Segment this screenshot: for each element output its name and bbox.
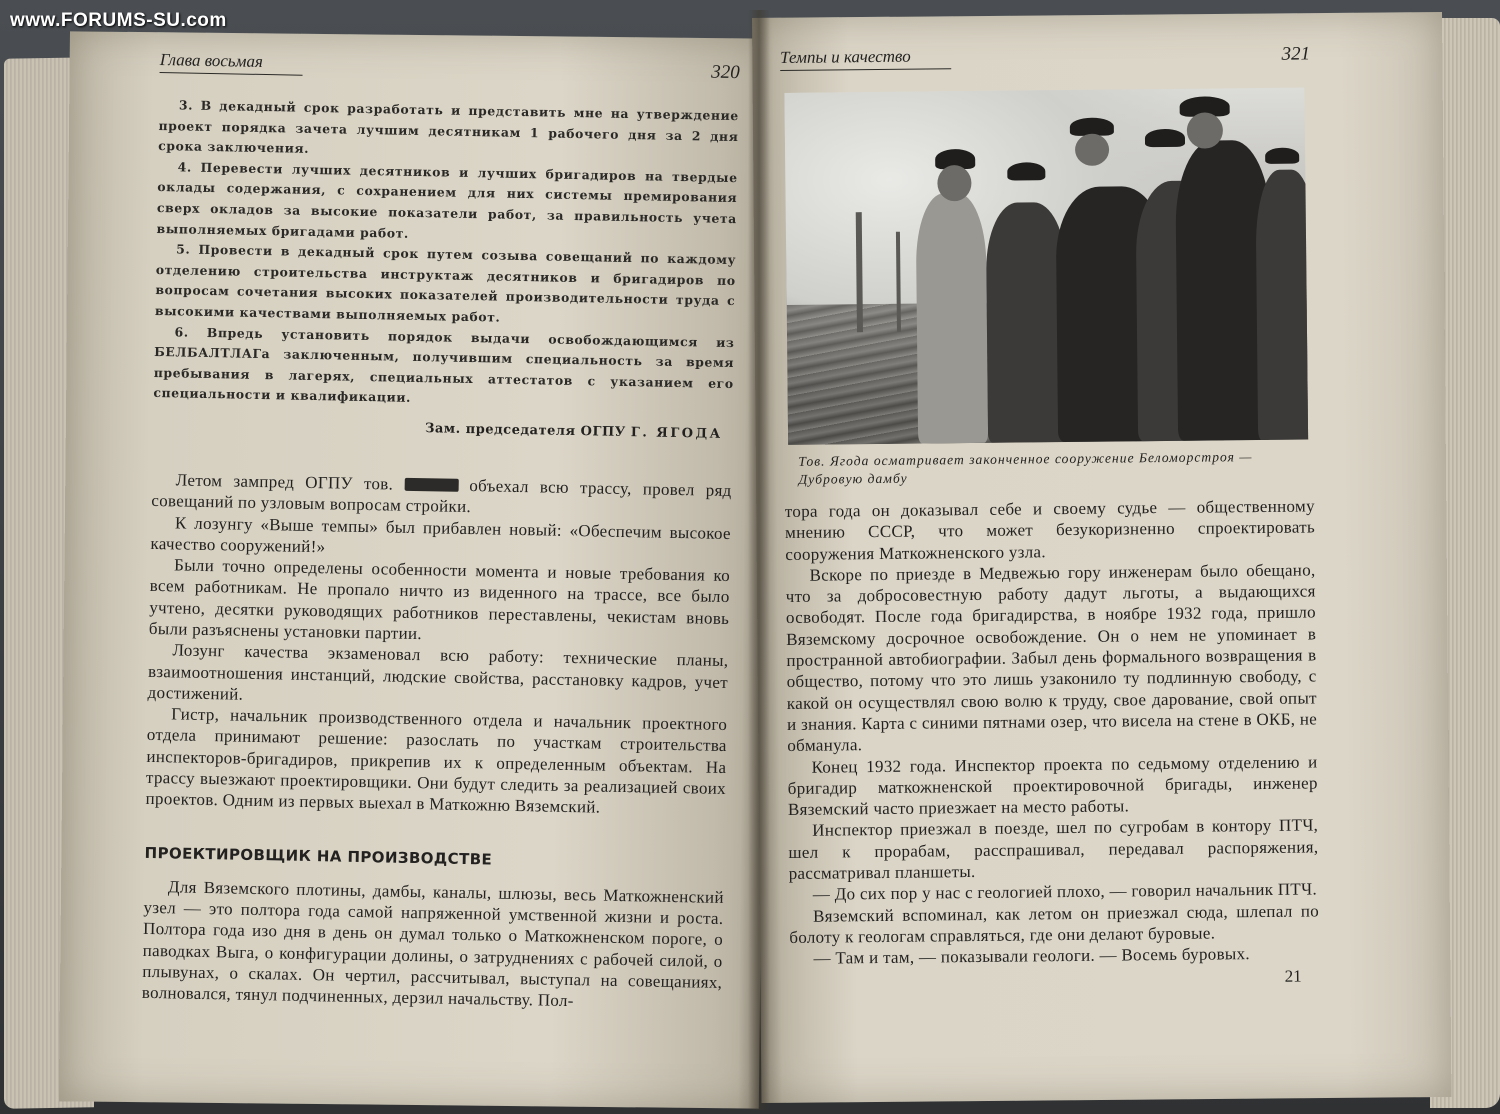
paragraph: тора года он доказывал себе и своему судье — общественному мнению СССР, что может безукоризненно спроектировать сооружения Маткожненского узла. xyxy=(784,496,1316,564)
photo-caption: Тов. Ягода осматривает законченное сооружение Беломорстроя — Дубровую дамбу xyxy=(798,449,1253,487)
paragraph: — До сих пор у нас с геологией плохо, — говорил начальник ПТЧ. xyxy=(812,879,1318,905)
paragraph: Были точно определены особенности момента и новые требования ко всем работникам. Не пропало ничто из виденного на трассе, все было учтено, десятки руководящих работников переставлены, чекистам вновь были разъяснены установки партии. xyxy=(148,555,731,644)
decree-item: 6. Впредь установить порядок выдачи освобождающимся из БЕЛБАЛТЛАГа заключенным, получившим специальность за время пребывания в лагерях, специальных аттестатов с указанием его специальности и квалификации. xyxy=(153,323,735,406)
paragraph: Конец 1932 года. Инспектор проекта по седьмому отделению и бригадир маткожненской проектировочной бригады, инженер Вяземский часто приезжает на место работы. xyxy=(787,751,1318,820)
photo-head xyxy=(1187,112,1223,148)
photo-figure xyxy=(986,202,1069,443)
paragraph-start: Летом зампред ОГПУ тов. xyxy=(175,470,394,494)
photo-head xyxy=(937,165,971,201)
left-page-content xyxy=(142,50,740,1014)
paragraph: Инспектор приезжал в поезде, шел по сугробам в контору ПТЧ, шел к прорабам, расспрашивал, передавал распоряжения, рассматривал планшеты. xyxy=(788,815,1319,884)
left-running-title: Глава восьмая xyxy=(160,50,304,76)
decree-item: 3. В декадный срок разработать и представить мне на утверждение проект порядка зачета лучшим десятникам 1 рабочего дня за 2 дня срока заключения. xyxy=(158,97,739,157)
photo-head xyxy=(1075,134,1109,166)
photo-cap xyxy=(1145,129,1185,147)
decree-item: 4. Перевести лучших десятников и лучших бригадиров на твердые оклады содержания, с сохранением для них системы премирования сверх окладов за высокие показатели работ, за правильность учета выполняемых бригадами работ. xyxy=(156,159,738,241)
redacted-name xyxy=(404,478,458,492)
signature-title: Зам. председателя ОГПУ xyxy=(424,421,626,440)
paragraph: Гистр, начальник производственного отдела и начальник проектного отдела принимают решение: разослать по участкам строительства инспекторов-бригадиров, прикрепив их к определенным объектам. На трассу выезжают проектировщики. Они будут следить за реализацией своих проектов. Одним из первых выехал в Маткожню Вяземский. xyxy=(145,704,728,817)
photo-tree xyxy=(856,212,863,332)
paragraph: Лозунг качества экзаменовал всю работу: технические планы, взаимоотношения инстанций, людские свойства, расстановку кадров, учет достижений. xyxy=(147,640,729,704)
paragraph-end: объехал всю трассу, провел ряд совещаний по узловым вопросам стройки. xyxy=(151,475,732,517)
paragraph: Вскоре по приезде в Медвежью гору инженерам было обещано, что за добросовестную работу дадут льготы, а выдающихся освободят. После года бригадирства, в ноябре 1932 года, пришло Вяземскому досрочное освобождение. Он о нем не упоминает в пространной автобиографии. Забыл день формального возвращения в общество, потому что это лишь узаконило ту подлинную свободу, с какой он осуществлял свою волю к труду, свое дарование, свой опыт и знания. Карта с синими пятнами озер, что висела на стене в ОКБ, не обманула. xyxy=(785,560,1318,756)
left-body-text xyxy=(142,469,732,1015)
paragraph: — Там и там, — показывали геологи. — Восемь буровых. xyxy=(813,944,1251,968)
historical-photo xyxy=(784,88,1308,445)
right-running-head xyxy=(780,42,1310,71)
paragraph: К лозунгу «Выше темпы» был прибавлен новый: «Обеспечим высокое качество сооружений!» xyxy=(150,512,732,557)
left-page-number: 320 xyxy=(710,61,740,84)
decree-text xyxy=(153,95,739,415)
signature-folio: 21 xyxy=(1284,966,1302,986)
decree-signature xyxy=(153,416,723,442)
photo-tree xyxy=(896,232,901,332)
right-body-text xyxy=(785,495,1320,969)
photo-figure xyxy=(1255,169,1308,440)
paragraph: Для Вяземского плотины, дамбы, каналы, шлюзы, весь Маткожненский узел — это полтора года самой напряженной умственной жизни и роста. Полтора года изо дня в день он думал только о Маткожненском пороге, о паводках Выга, о конфигурации долины, о затруднениях с рабочей силой, о плывунах, о скалах. Он чертил, рассчитывал, выступал на совещаниях, волновался, тянул подчиненных, дерзил начальству. Пол- xyxy=(141,876,725,1011)
book-gutter xyxy=(748,10,770,1110)
right-running-title: Темпы и качество xyxy=(780,46,951,71)
paragraph: Вяземский вспоминал, как летом он приезжал сюда, шлепал по болоту к геологам справляться, где они делают буровые. xyxy=(789,901,1320,947)
signature-name: Г. ЯГОДА xyxy=(630,425,723,442)
right-page-number: 321 xyxy=(1281,43,1311,65)
decree-item: 5. Провести в декадный срок путем созыва совещаний по каждому отделению строительства инструктаж десятников и бригадиров по вопросам сочетания высоких показателей производительности труда с высокими качествами выполняемых работ. xyxy=(154,241,737,325)
photo-cap xyxy=(1265,148,1299,164)
photo-cap xyxy=(1007,162,1045,180)
right-page-content xyxy=(780,42,1320,991)
photo-figure xyxy=(916,193,989,444)
watermark: www.FORUMS-SU.com xyxy=(10,10,227,31)
section-heading: ПРОЕКТИРОВЩИК НА ПРОИЗВОДСТВЕ xyxy=(144,843,493,869)
